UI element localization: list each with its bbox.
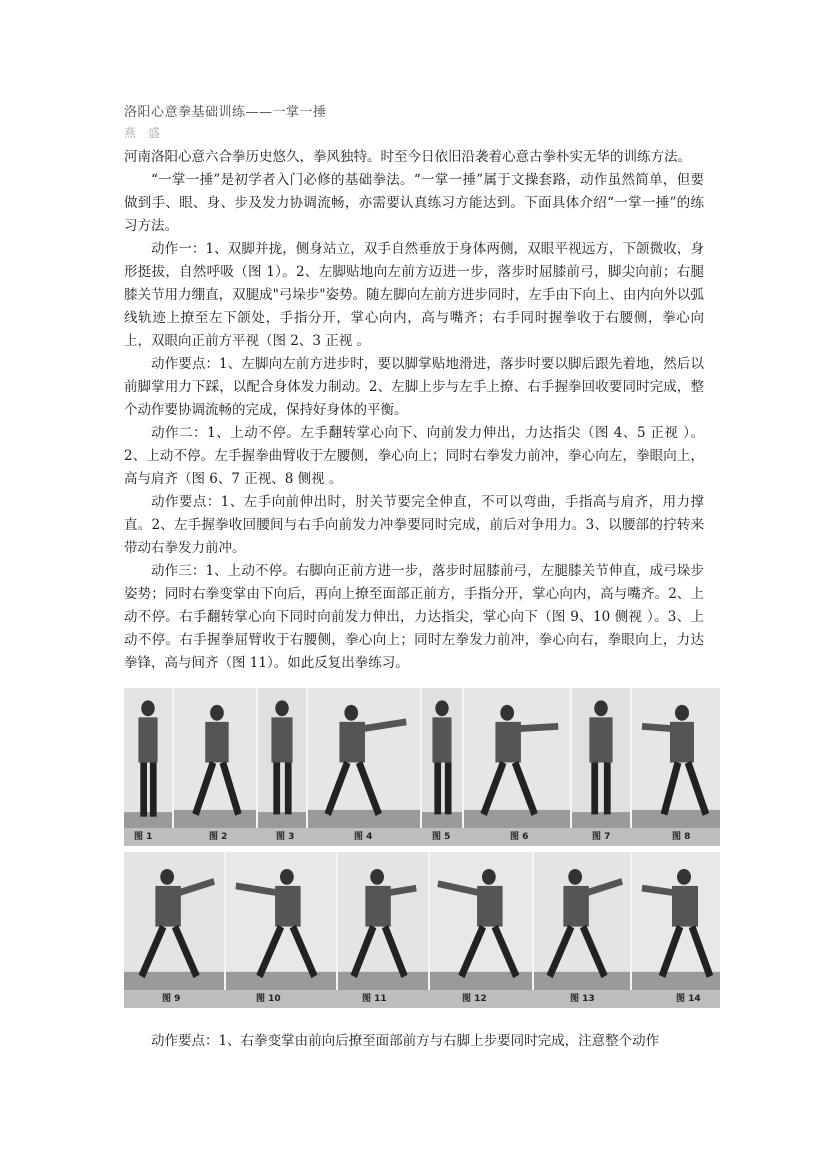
article-author: 燕 盛 <box>124 126 164 140</box>
photo-figure <box>572 688 632 846</box>
photo-figure <box>124 688 174 846</box>
photo-figure <box>632 688 720 846</box>
photo-figure <box>632 852 720 1008</box>
paragraph-key-points-2: 动作要点：1、左手向前伸出时，肘关节要完全伸直，不可以弯曲，手指高与肩齐，用力撑直。2、左手握拳收回腰间与右手向前发力冲拳要同时完成，前后对争用力。3、以腰部的拧转来带动右拳发力前冲。 <box>124 494 704 556</box>
photo-figure <box>422 688 464 846</box>
photo-figure <box>338 852 430 1008</box>
paragraph-move-3: 动作三：1、上动不停。右脚向正前方进一步，落步时屈膝前弓，左腿膝关节伸直，成弓垛步姿势；同时右拳变掌由下向后，再向上撩至面部正前方，手指分开，掌心向内，高与嘴齐。2、上动不停。右手翻转掌心向下同时向前发力伸出，力达指尖，掌心向下（图 9、10 侧视 ）。3、上动不停。右手握拳屈臂收于右腰侧，拳心向上；同时左拳发力前冲，拳心向右，拳眼向上，力达拳锋，高与间齐（图 11）。如此反复出拳练习。 <box>124 563 704 671</box>
paragraph-move-1: 动作一：1、双脚并拢，侧身站立，双手自然垂放于身体两侧，双眼平视远方，下颌微收，身形挺拔，自然呼吸（图 1）。2、左脚贴地向左前方迈进一步，落步时屈膝前弓，脚尖向前；右腿膝关节用力绷直，双腿成"弓垛步"姿势。随左脚向左前方进步同时，左手由下向上、由内向外以弧线轨迹上撩至左下颌处，手指分开，掌心向内，高与嘴齐；右手同时握拳收于右腰侧，拳心向上，双眼向正前方平视（图 2、3 正视 。 <box>124 241 704 349</box>
figure-caption: 图 3 <box>276 832 295 842</box>
photo-strip-row-1 <box>124 688 720 846</box>
paragraph-move-2: 动作二：1、上动不停。左手翻转掌心向下、向前发力伸出，力达指尖（图 4、5 正视 ）。2、上动不停。左手握拳曲臂收于左腰侧，拳心向上；同时右拳发力前冲，拳心向左，拳眼向上，高与肩齐（图 6、7 正视、8 侧视 。 <box>124 425 704 487</box>
photo-figure <box>464 688 572 846</box>
photo-figure <box>124 852 226 1008</box>
photo-figure <box>258 688 308 846</box>
figure-caption: 图 7 <box>592 832 611 842</box>
photo-figure <box>226 852 338 1008</box>
figure-caption: 图 11 <box>362 994 387 1004</box>
caption-strip <box>124 990 720 1008</box>
figure-caption: 图 8 <box>672 832 691 842</box>
figure-caption: 图 9 <box>162 994 181 1004</box>
photo-figure <box>430 852 534 1008</box>
figure-caption: 图 14 <box>676 994 701 1004</box>
figure-caption: 图 5 <box>432 832 451 842</box>
paragraph-key-points-1: 动作要点：1、左脚向左前方进步时，要以脚掌贴地滑进，落步时要以脚后跟先着地，然后以前脚掌用力下踩，以配合身体发力制动。2、左脚上步与左手上撩、右手握拳回收要同时完成，整个动作要协调流畅的完成，保持好身体的平衡。 <box>124 356 704 418</box>
article-title: 洛阳心意拳基础训练——一掌一捶 <box>124 105 327 120</box>
photo-strip-row-2 <box>124 852 720 1008</box>
photo-figure <box>308 688 422 846</box>
figure-caption: 图 10 <box>256 994 281 1004</box>
article-body <box>124 146 704 675</box>
figure-caption: 图 12 <box>462 994 487 1004</box>
paragraph-overview: “一掌一捶”是初学者入门必修的基础拳法。“一掌一捶”属于文操套路，动作虽然简单，但要做到手、眼、身、步及发力协调流畅，亦需要认真练习方能达到。下面具体介绍“一掌一捶”的练习方法。 <box>124 172 704 234</box>
figure-caption: 图 6 <box>510 832 529 842</box>
figure-caption: 图 1 <box>134 832 153 842</box>
figure-caption: 图 2 <box>209 832 228 842</box>
photo-figure <box>534 852 632 1008</box>
paragraph-key-points-3: 动作要点：1、右拳变掌由前向后撩至面部前方与右脚上步要同时完成，注意整个动作 <box>151 1033 660 1049</box>
paragraph-intro: 河南洛阳心意六合拳历史悠久，拳风独特。时至今日依旧沿袭着心意古拳朴实无华的训练方法。 <box>124 149 691 165</box>
photo-figure <box>174 688 258 846</box>
figure-caption: 图 4 <box>354 832 373 842</box>
figure-caption: 图 13 <box>570 994 595 1004</box>
